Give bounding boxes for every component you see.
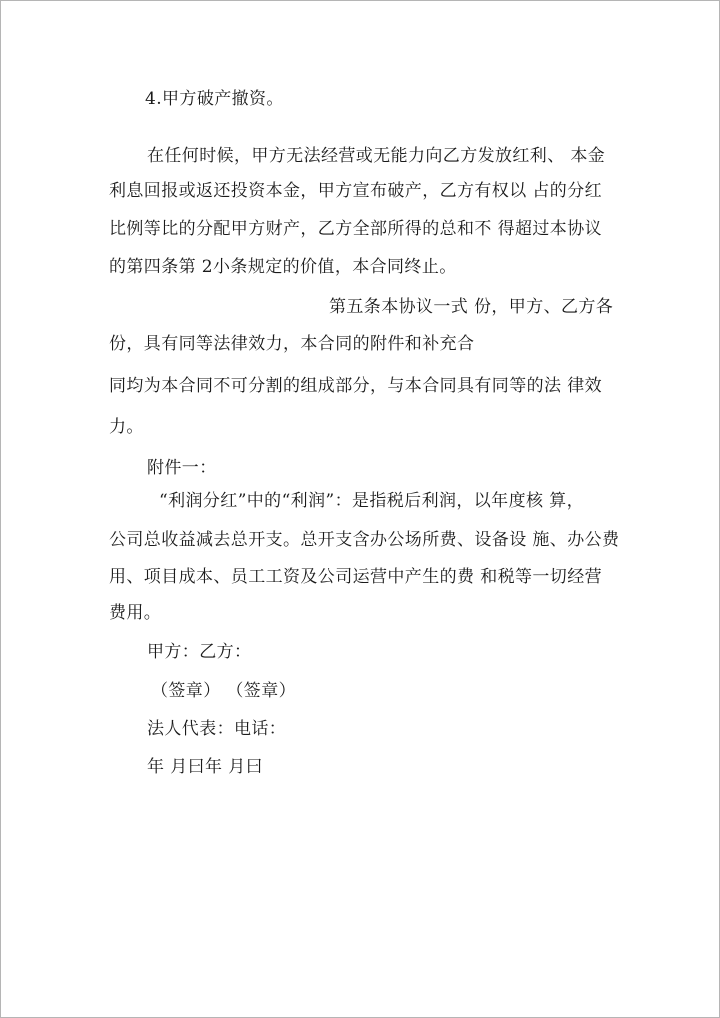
parties-line: 甲方：乙方：: [147, 642, 252, 662]
paragraph-line: 费用。: [109, 603, 162, 623]
paragraph-line: 的第四条第 2小条规定的价值，本合同终止。: [109, 257, 457, 277]
seal-line: （签章） （签章）: [151, 681, 297, 701]
paragraph-line: 在任何时候，甲方无法经营或无能力向乙方发放红利、 本金: [147, 146, 606, 166]
paragraph-line: 公司总收益减去总开支。总开支含办公场所费、设备设 施、办公费: [109, 530, 620, 550]
paragraph-line: 比例等比的分配甲方财产，乙方全部所得的总和不 得超过本协议: [109, 219, 603, 239]
paragraph-line: “利润分红”中的“利润”：是指税后利润，以年度核 算，: [159, 491, 584, 511]
representative-phone-line: 法人代表：电话：: [147, 719, 287, 739]
paragraph-line: 用、项目成本、员工工资及公司运营中产生的费 和税等一切经营: [109, 567, 603, 587]
paragraph-line: 同均为本合同不可分割的组成部分，与本合同具有同等的法 律效: [109, 376, 603, 396]
paragraph-line: 第五条本协议一式 份，甲方、乙方各: [329, 297, 614, 317]
paragraph-line: 力。: [109, 417, 144, 437]
paragraph-line: 份，具有同等法律效力，本合同的附件和补充合: [109, 334, 475, 354]
section-heading: 4.甲方破产撤资。: [145, 89, 284, 109]
attachment-label: 附件一：: [147, 458, 217, 478]
paragraph-line: 利息回报或返还投资本金，甲方宣布破产，乙方有权以 占的分红: [109, 181, 603, 201]
date-line: 年 月曰年 月曰: [147, 757, 264, 777]
